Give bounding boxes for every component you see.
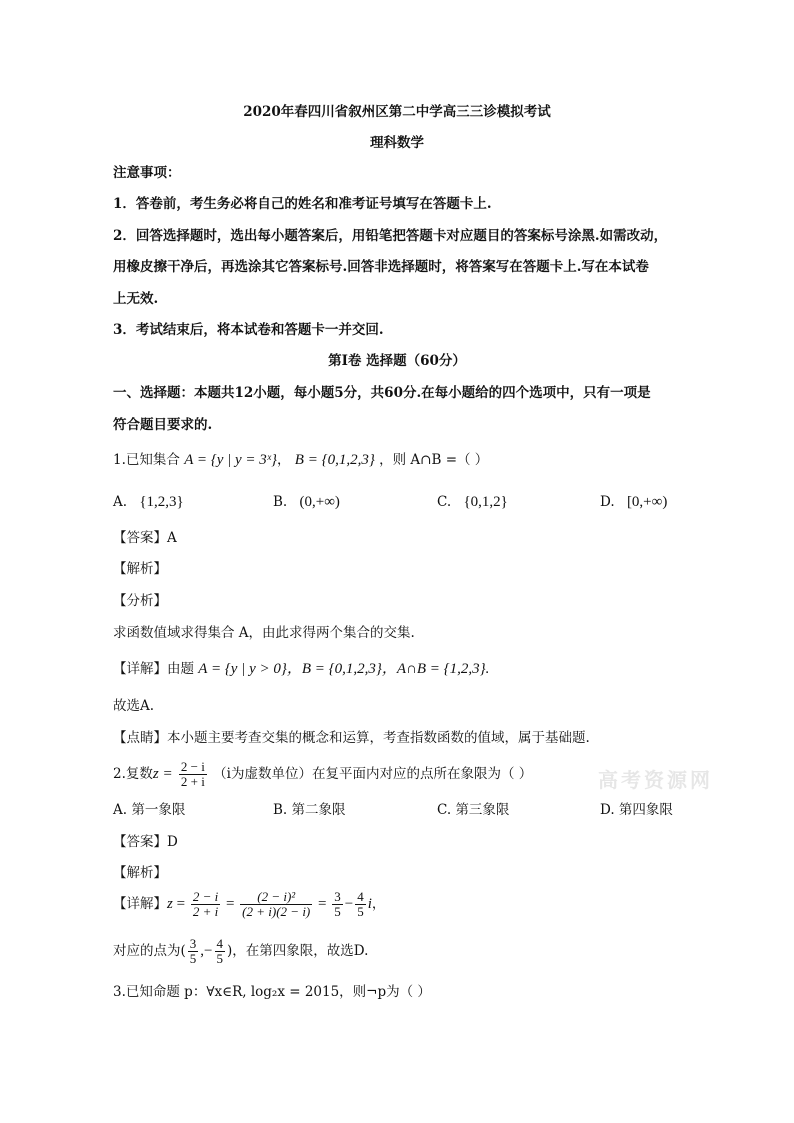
option-c-value: {0,1,2} xyxy=(463,494,508,510)
question-2-point xyxy=(113,937,368,966)
option-b-value: (0,+∞) xyxy=(299,494,340,510)
fraction-denominator: 5 xyxy=(189,951,197,966)
notice-item-2-line-3: 上无效. xyxy=(113,291,159,307)
fraction-numerator: (2 − i)² xyxy=(240,890,312,905)
question-1: 1.已知集合 A = {y | y = 3ˣ}， B = {0,1,2,3} ，则 A∩B =（ ） xyxy=(113,452,489,468)
question-2-detail: 【详解】z = $\frac{2 - i}{2 + i}$ = $\frac{\text{(2 − i)²}}{(2 + i)(2 - i)}$ = $\frac{3}{5}$ − $\frac{4}{5}$ i， xyxy=(113,889,386,919)
notice-item-1: 1．答卷前，考生务必将自己的姓名和准考证号填写在答题卡上. xyxy=(113,196,492,212)
fraction-denominator: 2 + i xyxy=(192,904,219,919)
detail-fraction-1 xyxy=(191,890,220,919)
section-intro-line-2: 符合题目要求的. xyxy=(113,417,213,433)
question-2-detail-label: 【详解】 xyxy=(113,896,167,912)
question-2-answer: 【答案】D xyxy=(113,834,178,850)
point-y xyxy=(215,937,226,966)
option-a-letter: A. xyxy=(113,494,128,510)
notice-heading: 注意事项： xyxy=(113,165,181,181)
fraction-denominator: 5 xyxy=(334,904,341,919)
point-prefix: 对应的点为( xyxy=(113,943,186,959)
fraction-denominator: 2 + i xyxy=(180,774,205,789)
minus-sign: − xyxy=(344,896,354,912)
fraction-numerator: 3 xyxy=(334,889,341,904)
point-x xyxy=(188,937,199,966)
question-3: 3.已知命题 p：∀x∈R, log₂x = 2015，则¬p为（ ） xyxy=(113,984,431,1000)
fraction-numerator: 4 xyxy=(216,936,223,951)
question-1-detail-prefix: 【详解】由题 xyxy=(113,661,194,677)
question-1-comment: 【点睛】本小题主要考查交集的概念和运算，考查指数函数的值域，属于基础题. xyxy=(113,730,590,746)
fraction-denominator: (2 + i)(2 − i) xyxy=(242,904,311,919)
fraction-numerator: 2 − i xyxy=(192,889,219,904)
watermark: 高考资源网 xyxy=(598,768,713,792)
fraction-denominator: 5 xyxy=(216,951,223,966)
section-intro-line-1: 一、选择题：本题共12小题，每小题5分，共60分.在每小题给的四个选项中，只有一项是 xyxy=(113,385,651,401)
question-1-answer: 【答案】A xyxy=(113,530,177,546)
comma-minus: ,− xyxy=(200,943,213,959)
option-d xyxy=(600,493,667,511)
option-d-value: [0,+∞) xyxy=(626,494,668,510)
fraction-numerator: 2 − i xyxy=(180,759,205,774)
question-2-z: z = xyxy=(152,766,173,782)
option-d-letter: D. xyxy=(600,494,615,510)
option-a xyxy=(113,493,184,511)
fraction-denominator: 5 xyxy=(357,904,364,919)
option-c-letter: C. xyxy=(437,494,452,510)
question-1-set-b: B = {0,1,2,3} xyxy=(294,452,375,468)
option-c xyxy=(437,493,508,511)
q2-option-c: C. 第三象限 xyxy=(437,802,510,818)
question-1-prefix: 1.已知集合 xyxy=(113,452,180,468)
page-title: 2020年春四川省叙州区第二中学高三三诊模拟考试 xyxy=(243,104,551,120)
detail-z: z xyxy=(167,896,173,912)
detail-fraction-3 xyxy=(332,890,343,919)
question-1-fenxi-label: 【分析】 xyxy=(113,593,167,609)
question-2 xyxy=(113,760,532,789)
question-1-set-a: A = {y | y = 3ˣ} xyxy=(184,452,277,468)
q2-option-a: A. 第一象限 xyxy=(113,802,186,818)
equals-sign: = xyxy=(314,896,331,912)
equals-sign: = xyxy=(222,896,239,912)
notice-item-3: 3．考试结束后，将本试卷和答题卡一并交回. xyxy=(113,322,384,338)
question-1-detail-math: A = {y | y > 0}，B = {0,1,2,3}，A∩B = {1,2,3}. xyxy=(198,661,490,677)
section-title: 第Ⅰ卷 选择题（60分） xyxy=(328,353,466,369)
question-2-prefix: 2.复数 xyxy=(113,766,153,782)
question-1-fenxi-text: 求函数值域求得集合 A，由此求得两个集合的交集. xyxy=(113,625,415,641)
question-2-suffix: （i为虚数单位）在复平面内对应的点所在象限为（ ） xyxy=(213,766,533,782)
equals-sign: = xyxy=(172,896,189,912)
question-2-fraction xyxy=(179,760,207,789)
option-b xyxy=(273,493,340,511)
point-suffix: )，在第四象限，故选D. xyxy=(227,943,369,959)
q2-option-b: B. 第二象限 xyxy=(273,802,346,818)
question-1-suffix: ，则 A∩B =（ ） xyxy=(379,452,489,468)
detail-fraction-4 xyxy=(355,890,366,919)
imaginary-unit: i xyxy=(367,896,372,912)
notice-item-2-line-1: 2．回答选择题时，选出每小题答案后，用铅笔把答题卡对应题目的答案标号涂黑.如需改动， xyxy=(113,228,668,244)
question-1-conclusion: 故选A. xyxy=(113,698,155,714)
q2-option-d: D. 第四象限 xyxy=(600,802,673,818)
fraction-numerator: 3 xyxy=(189,936,197,951)
page-subtitle: 理科数学 xyxy=(370,135,424,151)
detail-fraction-2 xyxy=(240,890,312,919)
option-b-letter: B. xyxy=(273,494,288,510)
fraction-numerator: 4 xyxy=(357,889,364,904)
question-2-analysis-label: 【解析】 xyxy=(113,865,167,881)
question-1-detail xyxy=(113,660,489,678)
question-1-analysis-label: 【解析】 xyxy=(113,561,167,577)
notice-item-2-line-2: 用橡皮擦干净后，再选涂其它答案标号.回答非选择题时，将答案写在答题卡上.写在本试卷 xyxy=(113,259,649,275)
option-a-value: {1,2,3} xyxy=(139,494,184,510)
